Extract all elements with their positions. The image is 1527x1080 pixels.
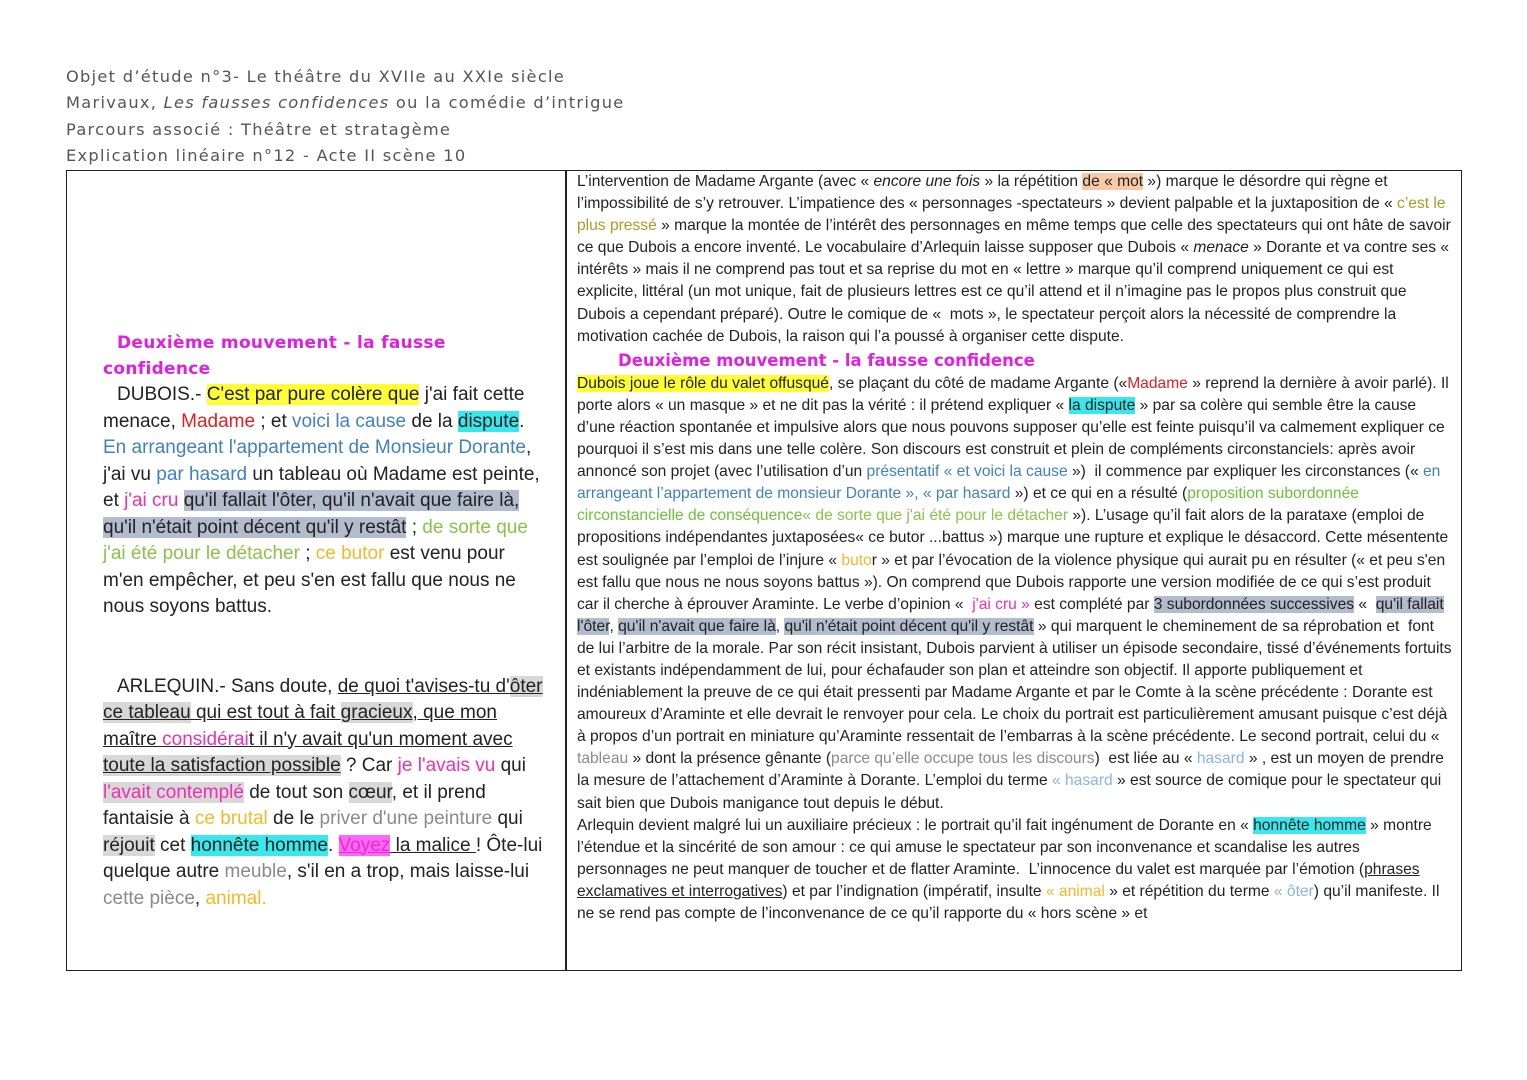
arlequin-speech: ARLEQUIN.- Sans doute, de quoi t'avises-tu d'ôter ce tableau qui est tout à fait gracieux, que mon maître considérait il n'y avait qu'un moment avec toute la satisfaction possible ? Car je l'avais vu qui l'avait contemplé de tout son cœur, et il prend fantaisie à ce brutal de le priver d'une peinture qui réjouit cet honnête homme. Voyez la malice ! Ôte-lui quelque autre meuble, s'il en a trop, mais laisse-lui cette pièce, animal. [103,675,543,909]
commentary-paragraph-2: Dubois joue le rôle du valet offusqué, se plaçant du côté de madame Argante («Madame » reprend la dernière à avoir parlé). Il porte alors « un masque » et ne dit pas la vérité : il prétend expliquer « la dispute » par sa colère qui semble être la cause d’une réaction spontanée et impulsive alors que nous pouvons supposer qu’elle est feinte puisqu’il va calmement expliquer ce pourquoi il s’est mis dans une telle colère. Son discours est construit et plein de compléments circonstanciels: après avoir annoncé son projet (avec l’utilisation d’un présentatif « et voici la cause ») il commence par expliquer les circonstances (« en arrangeant l’appartement de monsieur Dorante », « par hasard ») et ce qui en a résulté (proposition subordonnée circonstancielle de conséquence« de sorte que j'ai été pour le détacher »). L’usage qu’il fait alors de la parataxe (emploi de propositions indépendantes juxtaposées« ce butor ...battus ») marque une rupture et explique le désaccord. Cette mésentente est soulignée par l’emploi de l’injure « butor » et par l’évocation de la violence physique qui aurait pu en résulter (« et peu s'en est fallu que nous ne nous soyons battus »). On comprend que Dubois rapporte une version modifiée de ce qui s’est produit car il cherche à éprouver Araminte. Le verbe d’opinion « j'ai cru » est complété par 3 subordonnées successives « qu'il fallait l'ôter, qu'il n'avait que faire là, qu'il n'était point décent qu'il y restât » qui marquent le cheminement de sa réprobation et font de lui l’arbitre de la morale. Par son récit insistant, Dubois parvient à utiliser un épisode secondaire, tissé d’événements fortuits et existants indépendamment de lui, pour échafauder son plan et atteindre son objectif. Il apporte publiquement et indéniablement la preuve de ce qui était pressenti par Madame Argante et par le Comte à la scène précédente : Dorante est amoureux d’Araminte et elle devrait le renvoyer pour cela. Le choix du portrait est particulièrement amusant puisque c’est déjà à propos d’un portrait en miniature qu’Araminte ressentait de l’embarras à la scène précédente. Le second portrait, celui du « tableau » dont la présence gênante (parce qu’elle occupe tous les discours) est liée au « hasard » , est un moyen de prendre la mesure de l’attachement d’Araminte à Dorante. L’emploi du terme « hasard » est source de comique pour le spectateur qui sait bien que Dubois manigance tout depuis le début. [577,374,1452,812]
extract-column [103,330,543,912]
dubois-speaker: DUBOIS. [117,384,196,405]
commentary-paragraph-3: Arlequin devient malgré lui un auxiliaire précieux : le portrait qu’il fait ingénument de Dorante en « honnête homme » montre l’étendue et la sincérité de son amour : ce qui amuse le spectateur par son inconvenance et scandalise les autres personnages ne peut manquer de toucher et de flatter Araminte. L’innocence du valet est marquée par l’émotion (phrases exclamatives et interrogatives) et par l’indignation (impératif, insulte « animal » et répétition du terme « ôter) qu’il manifeste. Il ne se rend pas compte de l’inconvenance de ce qu’il rapporte du « hors scène » et [577,816,1440,922]
left-movement-title: Deuxième mouvement - la fausse confidence [103,333,446,379]
commentary-column [577,171,1452,925]
header-line-4: Explication linéaire n°12 - Acte II scène 10 [66,146,467,166]
commentary-paragraph-1: L’intervention de Madame Argante (avec « encore une fois » la répétition de « mot ») marque le désordre qui règne et l’impossibilité de s’y retrouver. L’impatience des « personnages -spectateurs » devient palpable et la juxtaposition de « c’est le plus pressé » marque la montée de l’intérêt des personnages en même temps que celle des spectateurs qui ont hâte de savoir ce que Dubois a encore inventé. Le vocabulaire d’Arlequin laisse supposer que Dubois « menace » Dorante et va contre ses « intérêts » mais il ne comprend pas tout et sa reprise du mot en « lettre » marque qu’il comprend uniquement ce qui est explicite, littéral (un mot unique, fait de plusieurs lettres est ce qu’il attend et il n’imagine pas le propos plus construit que Dubois a cependant préparé). Outre le comique de « mots », le spectateur perçoit alors la nécessité de comprendre la motivation cachée de Dubois, la raison qui l’a poussé à organiser cette dispute. [577,173,1451,345]
document-header [66,64,625,170]
header-line-3: Parcours associé : Théâtre et stratagème [66,119,452,139]
right-movement-title: Deuxième mouvement - la fausse confidence [618,350,1035,370]
dubois-speech: DUBOIS.- C'est par pure colère que j'ai fait cette menace, Madame ; et voici la cause de la dispute. En arrangeant l'appartement de Monsieur Dorante, j'ai vu par hasard un tableau où Madame est peinte, et j'ai cru qu'il fallait l'ôter, qu'il n'avait que faire là, qu'il n'était point décent qu'il y restât ; de sorte que j'ai été pour le détacher ; ce butor est venu pour m'en empêcher, et peu s'en est fallu que nous ne nous soyons battus. [103,384,540,617]
header-line-1: Objet d’étude n°3- Le théâtre du XVIIe au XXIe siècle [66,67,566,86]
column-divider [565,170,567,971]
play-title: Les fausses confidences [163,93,390,113]
header-line-2: Marivaux, Les fausses confidences ou la comédie d’intrigue [66,93,625,113]
arlequin-speaker: ARLEQUIN. [117,675,220,697]
